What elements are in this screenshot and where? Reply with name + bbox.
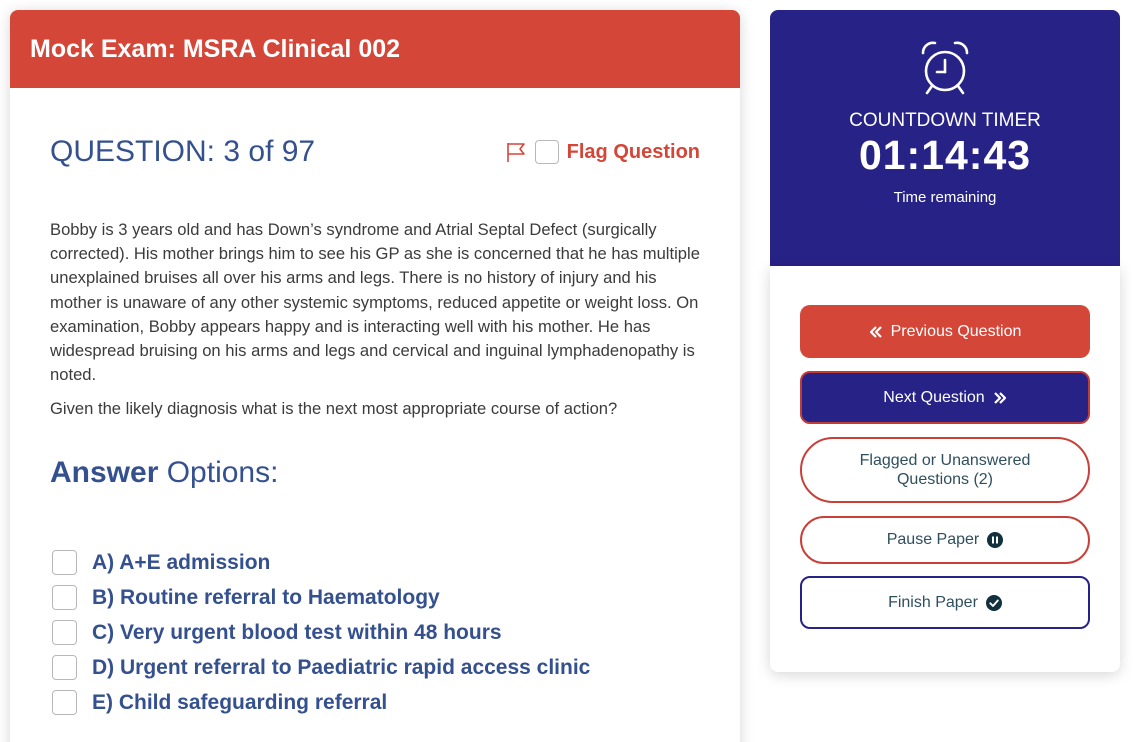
check-circle-icon [986, 595, 1002, 611]
pause-paper-label: Pause Paper [886, 531, 980, 548]
flag-question-label[interactable]: Flag Question [566, 140, 700, 163]
answer-option-e[interactable] [52, 685, 712, 720]
answer-option-label[interactable]: E) Child safeguarding referral [92, 690, 388, 714]
navigation-controls-panel [770, 266, 1120, 672]
double-chevron-left-icon [869, 326, 883, 338]
answer-heading-rest: Options: [166, 456, 279, 489]
answer-option-d[interactable] [52, 650, 712, 685]
answer-option-label[interactable]: B) Routine referral to Haematology [92, 585, 440, 609]
timer-subtitle: Time remaining [893, 189, 997, 206]
answer-option-label[interactable]: C) Very urgent blood test within 48 hours [92, 620, 502, 644]
answer-option-label[interactable]: A) A+E admission [92, 550, 271, 574]
exam-header [10, 10, 740, 88]
timer-label: COUNTDOWN TIMER [849, 110, 1041, 131]
answer-checkbox[interactable] [52, 550, 77, 575]
flag-question-control[interactable] [505, 140, 700, 164]
flag-checkbox[interactable] [535, 140, 559, 164]
question-row [50, 134, 700, 170]
countdown-timer-panel [770, 10, 1120, 266]
question-word: QUESTION: [50, 135, 216, 168]
flagged-unanswered-label: Flagged or Unanswered Questions (2) [859, 452, 1031, 488]
stem-paragraph: Bobby is 3 years old and has Down’s syndrome and Atrial Septal Defect (surgically corrected). His mother brings him to see his GP as she is concerned that he has multiple unexplained bruises all over his arms and legs. There is no history of injury and his mother is unaware of any other systemic symptoms, reduced appetite or weight loss. On examination, Bobby appears happy and is interacting well with his mother. He has widespread bruising on his arms and legs and cervical and inguinal lymphadenopathy is noted. [50, 220, 700, 385]
previous-question-label: Previous Question [890, 322, 1022, 340]
exam-title: Mock Exam: MSRA Clinical 002 [30, 34, 401, 63]
answer-options-heading [50, 456, 278, 490]
answer-checkbox[interactable] [52, 620, 77, 645]
alarm-clock-icon [918, 38, 972, 98]
pause-paper-button[interactable] [800, 516, 1090, 564]
finish-paper-button[interactable] [800, 576, 1090, 629]
flag-icon [505, 141, 527, 163]
answer-heading-bold: Answer [50, 456, 159, 489]
answer-checkbox[interactable] [52, 690, 77, 715]
answer-option-c[interactable] [52, 615, 712, 650]
next-question-label: Next Question [883, 388, 985, 406]
flagged-unanswered-button[interactable] [800, 437, 1090, 503]
answer-options-list [52, 545, 712, 720]
next-question-button[interactable] [800, 371, 1090, 424]
pause-circle-icon [987, 532, 1003, 548]
double-chevron-right-icon [993, 392, 1007, 404]
answer-checkbox[interactable] [52, 585, 77, 610]
question-progress: 3 of 97 [223, 135, 316, 168]
answer-option-label[interactable]: D) Urgent referral to Paediatric rapid access clinic [92, 655, 591, 679]
stem-question: Given the likely diagnosis what is the next most appropriate course of action? [50, 399, 618, 419]
question-counter [50, 135, 315, 169]
timer-value: 01:14:43 [858, 132, 1032, 178]
previous-question-button[interactable] [800, 305, 1090, 358]
answer-option-a[interactable] [52, 545, 712, 580]
answer-checkbox[interactable] [52, 655, 77, 680]
finish-paper-label: Finish Paper [888, 593, 978, 611]
answer-option-b[interactable] [52, 580, 712, 615]
exam-card [10, 10, 740, 742]
question-stem [50, 218, 710, 422]
